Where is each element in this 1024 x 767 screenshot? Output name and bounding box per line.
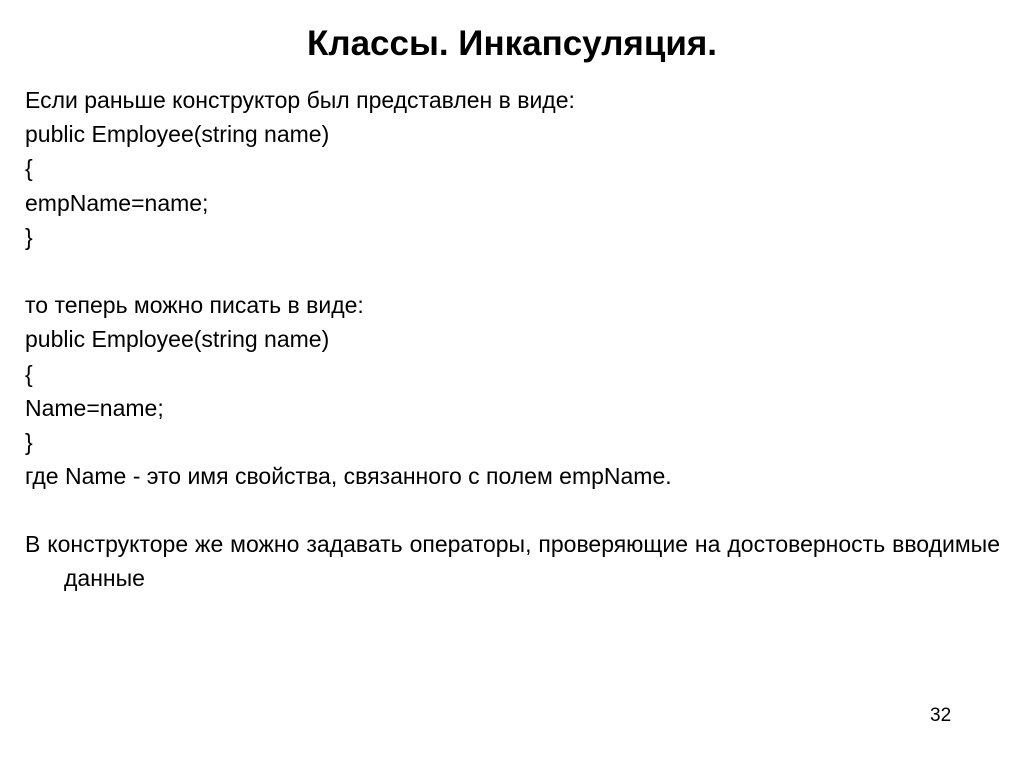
code-line-signature-2: public Employee(string name) bbox=[25, 326, 330, 353]
text-line-intro: Если раньше конструктор был представлен в виде: bbox=[25, 87, 575, 113]
code-line-assignment: empName=name; bbox=[25, 189, 209, 216]
slide-title: Классы. Инкапсуляция. bbox=[306, 24, 718, 63]
code-line-assignment-2: Name=name; bbox=[25, 394, 164, 421]
code-line-close-brace: } bbox=[25, 223, 33, 250]
slide-body bbox=[25, 83, 1000, 595]
text-line-now: то теперь можно писать в виде: bbox=[25, 292, 364, 319]
constructor-note-paragraph: В конструкторе же можно задавать операторы, проверяющие на достоверность вводимые данные bbox=[25, 531, 1000, 592]
blank-line-2 bbox=[25, 493, 1000, 527]
code-line-open-brace-2: { bbox=[25, 360, 33, 387]
page-number: 32 bbox=[930, 705, 952, 726]
code-line-signature: public Employee(string name) bbox=[25, 121, 330, 148]
text-line-explanation: где Name - это имя свойства, связанного с полем empName. bbox=[25, 463, 672, 490]
code-line-close-brace-2: } bbox=[25, 428, 33, 455]
blank-line bbox=[25, 254, 1000, 288]
code-line-open-brace: { bbox=[25, 155, 33, 182]
